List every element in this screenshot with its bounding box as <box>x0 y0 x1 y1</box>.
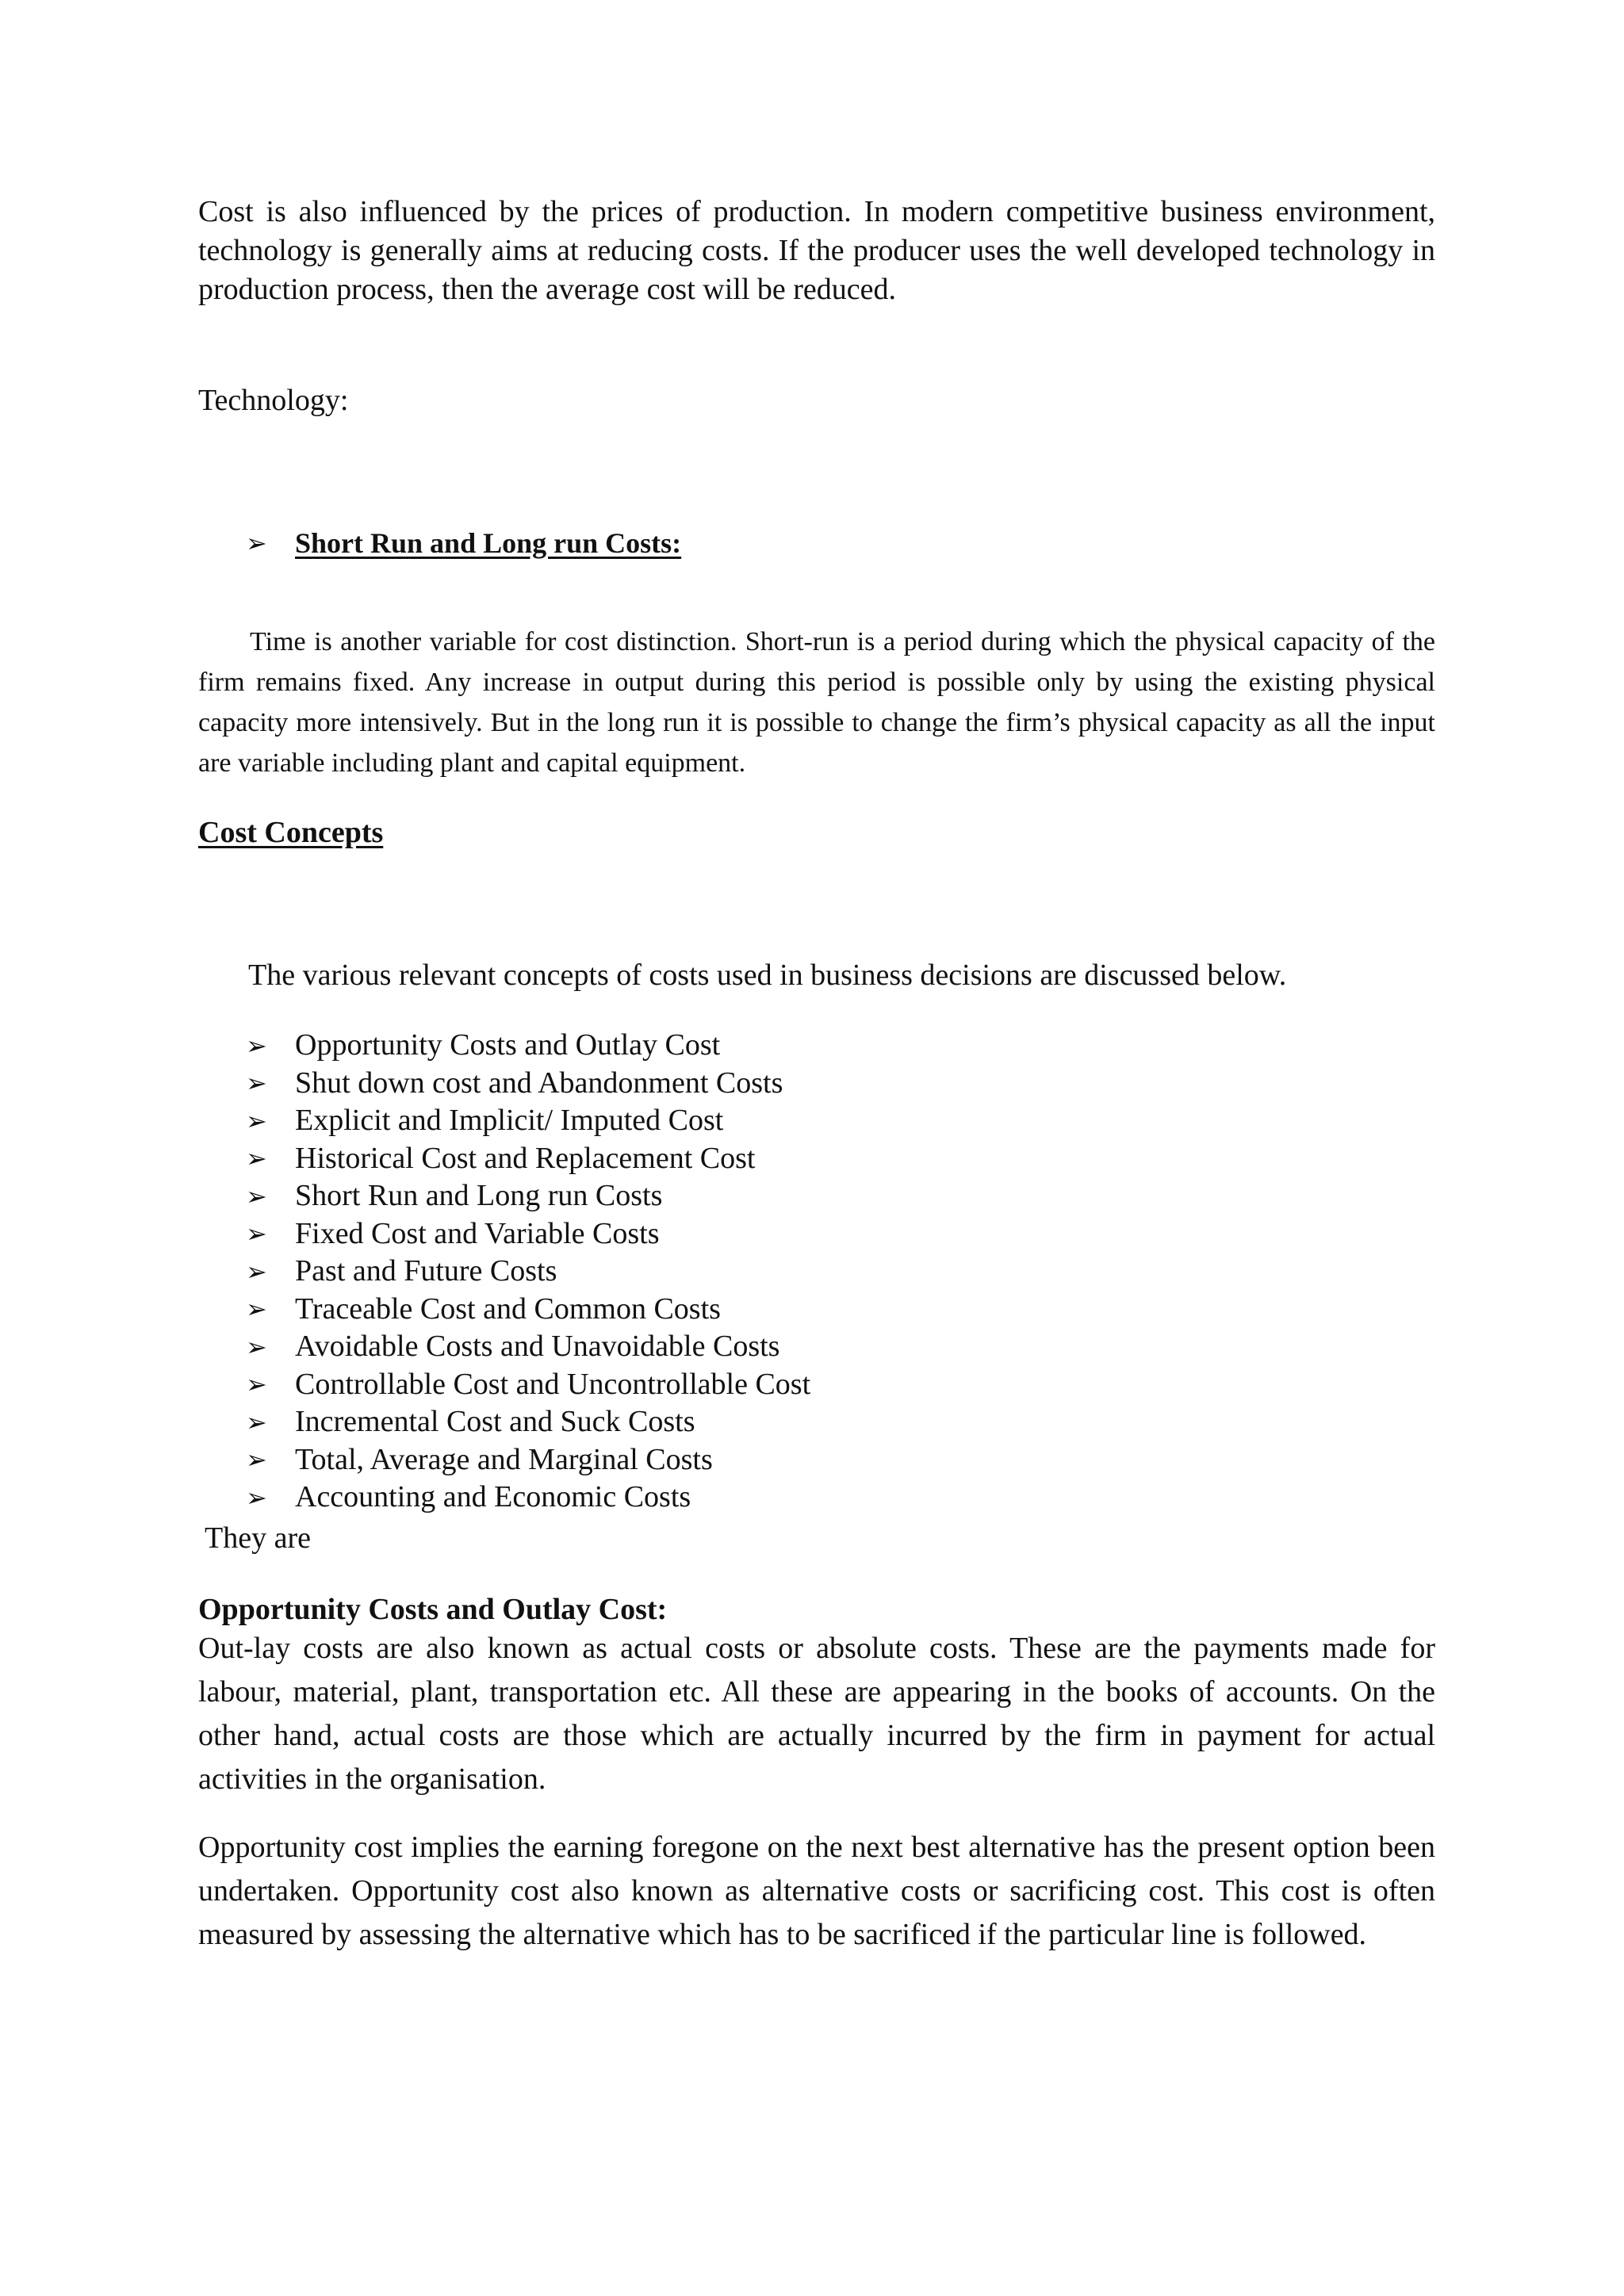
list-item <box>246 1403 810 1441</box>
list-item-label: Short Run and Long run Costs <box>295 1179 663 1212</box>
list-item-label: Controllable Cost and Uncontrollable Cost <box>295 1367 811 1401</box>
list-item <box>246 1065 810 1103</box>
technology-label: Technology: <box>198 384 349 417</box>
arrow-bullet-icon: ➢ <box>246 1332 267 1361</box>
arrow-bullet-icon: ➢ <box>246 1106 267 1135</box>
list-item-label: Explicit and Implicit/ Imputed Cost <box>295 1104 724 1137</box>
short-long-run-heading <box>246 523 681 563</box>
list-item-label: Fixed Cost and Variable Costs <box>295 1216 660 1250</box>
various-concepts-paragraph: The various relevant concepts of costs used in business decisions are discussed below. <box>248 959 1287 992</box>
list-item-label: Incremental Cost and Suck Costs <box>295 1405 695 1438</box>
list-item <box>246 1291 810 1329</box>
short-long-run-heading-text: Short Run and Long run Costs: <box>295 527 682 559</box>
list-item-label: Opportunity Costs and Outlay Cost <box>295 1028 721 1062</box>
list-item <box>246 1328 810 1366</box>
arrow-bullet-icon: ➢ <box>246 1257 267 1286</box>
list-item-label: Historical Cost and Replacement Cost <box>295 1141 756 1175</box>
arrow-bullet-icon: ➢ <box>246 529 267 557</box>
intro-paragraph: Cost is also influenced by the prices of production. In modern competitive business environment, technology is generally aims at reducing costs. If the producer uses the well developed technology in production process, then the average cost will be reduced. <box>198 195 1435 306</box>
list-item-label: Avoidable Costs and Unavoidable Costs <box>295 1330 780 1363</box>
list-item <box>246 1215 810 1253</box>
arrow-bullet-icon: ➢ <box>246 1370 267 1399</box>
list-item-label: Past and Future Costs <box>295 1254 557 1288</box>
they-are-text: They are <box>205 1521 311 1555</box>
list-item-label: Accounting and Economic Costs <box>295 1480 691 1513</box>
arrow-bullet-icon: ➢ <box>246 1181 267 1211</box>
list-item-label: Shut down cost and Abandonment Costs <box>295 1066 783 1100</box>
arrow-bullet-icon: ➢ <box>246 1219 267 1249</box>
list-item <box>246 1027 810 1065</box>
list-item <box>246 1253 810 1291</box>
opportunity-cost-paragraph: Opportunity cost implies the earning foregone on the next best alternative has the present option been undertaken. Opportunity cost also known as alternative costs or sacrificing cost. This cost is often measured by assessing the alternative which has to be sacrificed if the particular line is followed. <box>198 1831 1435 1951</box>
opportunity-costs-heading: Opportunity Costs and Outlay Cost: <box>198 1593 668 1626</box>
list-item <box>246 1366 810 1404</box>
list-item <box>246 1177 810 1215</box>
cost-concepts-list <box>246 1027 810 1517</box>
arrow-bullet-icon: ➢ <box>246 1407 267 1437</box>
list-item <box>246 1441 810 1479</box>
time-paragraph: Time is another variable for cost distinction. Short-run is a period during which the physical capacity of the firm remains fixed. Any increase in output during this period is possible only by using the existing physical capacity more intensively. But in the long run it is possible to change the firm’s physical capacity as all the input are variable including plant and capital equipment. <box>198 627 1435 778</box>
list-item <box>246 1140 810 1178</box>
arrow-bullet-icon: ➢ <box>246 1031 267 1060</box>
arrow-bullet-icon: ➢ <box>246 1144 267 1173</box>
list-item <box>246 1102 810 1140</box>
cost-concepts-heading: Cost Concepts <box>198 816 384 849</box>
list-item-label: Traceable Cost and Common Costs <box>295 1292 721 1326</box>
list-item-label: Total, Average and Marginal Costs <box>295 1442 713 1476</box>
arrow-bullet-icon: ➢ <box>246 1445 267 1475</box>
arrow-bullet-icon: ➢ <box>246 1483 267 1512</box>
arrow-bullet-icon: ➢ <box>246 1295 267 1324</box>
outlay-costs-paragraph: Out-lay costs are also known as actual costs or absolute costs. These are the payments made for labour, material, plant, transportation etc. All these are appearing in the books of accounts. On the other hand, actual costs are those which are actually incurred by the firm in payment for actual activities in the organisation. <box>198 1632 1435 1796</box>
list-item <box>246 1479 810 1517</box>
arrow-bullet-icon: ➢ <box>246 1069 267 1098</box>
